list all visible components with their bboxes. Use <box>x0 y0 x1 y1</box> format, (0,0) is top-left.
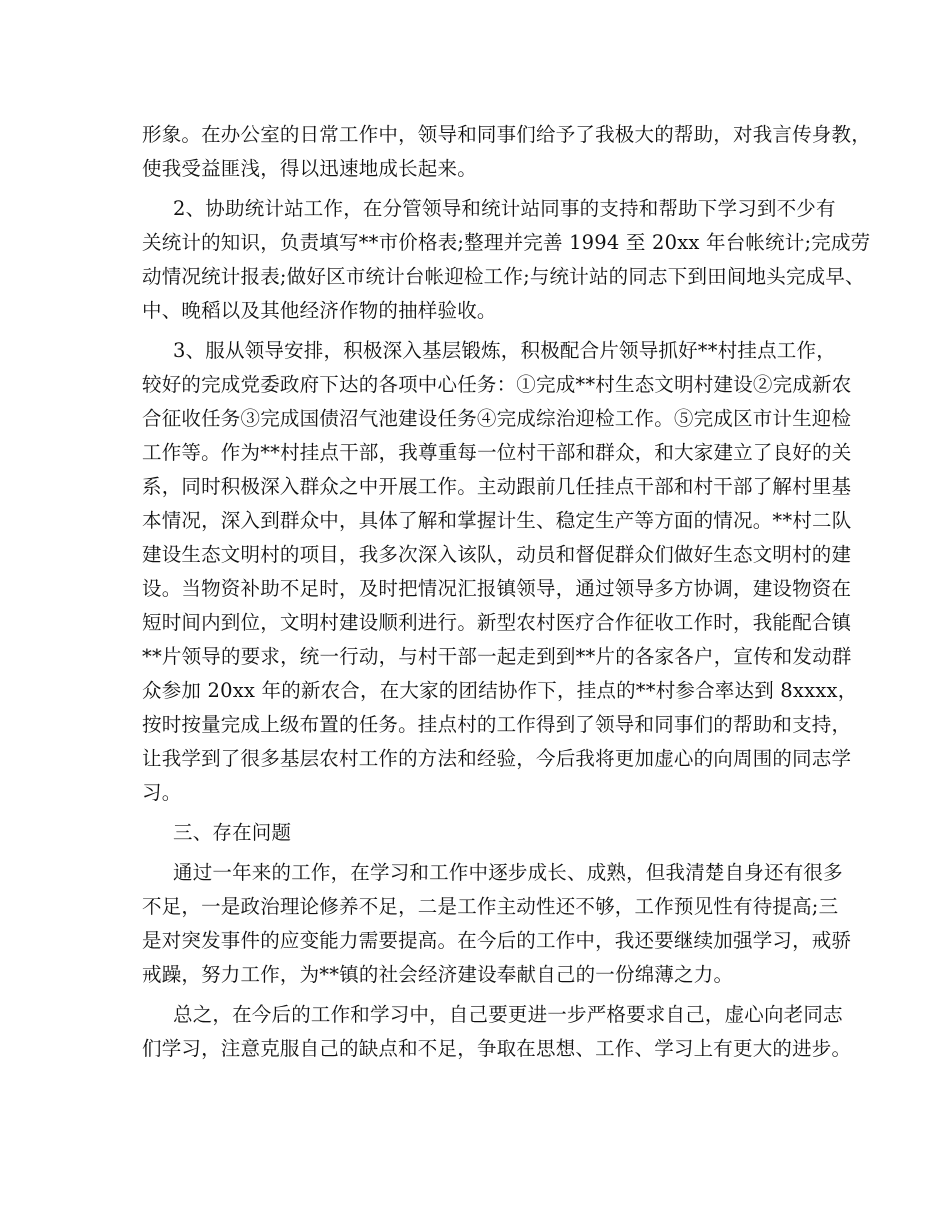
paragraph-line: 关统计的知识，负责填写**市价格表;整理并完善 1994 至 20xx 年台帐统计;完成劳 <box>142 231 871 254</box>
paragraph-line: 合征收任务③完成国债沼气池建设任务④完成综治迎检工作。⑤完成区市计生迎检 <box>142 407 852 430</box>
paragraph-line: 中、晚稻以及其他经济作物的抽样验收。 <box>142 299 497 322</box>
paragraph-line: 动情况统计报表;做好区市统计台帐迎检工作;与统计站的同志下到田间地头完成早、 <box>142 265 865 288</box>
paragraph-3 <box>142 334 858 810</box>
paragraph-line: 3、服从领导安排，积极深入基层锻炼，积极配合片领导抓好**村挂点工作， <box>173 339 836 362</box>
paragraph-line: 2、协助统计站工作，在分管领导和统计站同事的支持和帮助下学习到不少有 <box>173 197 836 220</box>
paragraph-line: 习。 <box>142 781 182 804</box>
paragraph-4 <box>142 856 852 992</box>
paragraph-line: 短时间内到位，文明村建设顺利进行。新型农村医疗合作征收工作时，我能配合镇 <box>142 611 852 634</box>
paragraph-line: 众参加 20xx 年的新农合，在大家的团结协作下，挂点的**村参合率达到 8xxxx， <box>142 679 858 702</box>
section-heading-text: 三、存在问题 <box>173 821 292 844</box>
paragraph-5 <box>142 998 852 1066</box>
paragraph-line: 不足，一是政治理论修养不足，二是工作主动性还不够，工作预见性有待提高;三 <box>142 895 839 918</box>
paragraph-line: 们学习，注意克服自己的缺点和不足，争取在思想、工作、学习上有更大的进步。 <box>142 1037 852 1060</box>
paragraph-line: **片领导的要求，统一行动，与村干部一起走到到**片的各家各户，宣传和发动群 <box>142 645 852 668</box>
document-body <box>142 118 871 1066</box>
section-heading <box>142 816 814 850</box>
paragraph-line: 系，同时积极深入群众之中开展工作。主动跟前几任挂点干部和村干部了解村里基 <box>142 475 852 498</box>
paragraph-line: 本情况，深入到群众中，具体了解和掌握计生、稳定生产等方面的情况。**村二队 <box>142 509 852 532</box>
paragraph-line: 设。当物资补助不足时，及时把情况汇报镇领导，通过领导多方协调，建设物资在 <box>142 577 852 600</box>
paragraph-line: 按时按量完成上级布置的任务。挂点村的工作得到了领导和同事们的帮助和支持， <box>142 713 852 736</box>
paragraph-1 <box>142 118 871 186</box>
paragraph-line: 通过一年来的工作，在学习和工作中逐步成长、成熟，但我清楚自身还有很多 <box>173 861 843 884</box>
paragraph-2 <box>142 192 871 328</box>
paragraph-line: 让我学到了很多基层农村工作的方法和经验，今后我将更加虚心的向周围的同志学 <box>142 747 852 770</box>
paragraph-line: 建设生态文明村的项目，我多次深入该队，动员和督促群众们做好生态文明村的建 <box>142 543 852 566</box>
paragraph-line: 较好的完成党委政府下达的各项中心任务：①完成**村生态文明村建设②完成新农 <box>142 373 852 396</box>
paragraph-line: 形象。在办公室的日常工作中，领导和同事们给予了我极大的帮助，对我言传身教， <box>142 123 871 146</box>
paragraph-line: 工作等。作为**村挂点干部，我尊重每一位村干部和群众，和大家建立了良好的关 <box>142 441 852 464</box>
paragraph-line: 戒躁，努力工作，为**镇的社会经济建设奉献自己的一份绵薄之力。 <box>142 963 734 986</box>
paragraph-line: 总之，在今后的工作和学习中，自己要更进一步严格要求自己，虚心向老同志 <box>173 1003 843 1026</box>
paragraph-line: 是对突发事件的应变能力需要提高。在今后的工作中，我还要继续加强学习，戒骄 <box>142 929 852 952</box>
paragraph-line: 使我受益匪浅，得以迅速地成长起来。 <box>142 157 477 180</box>
